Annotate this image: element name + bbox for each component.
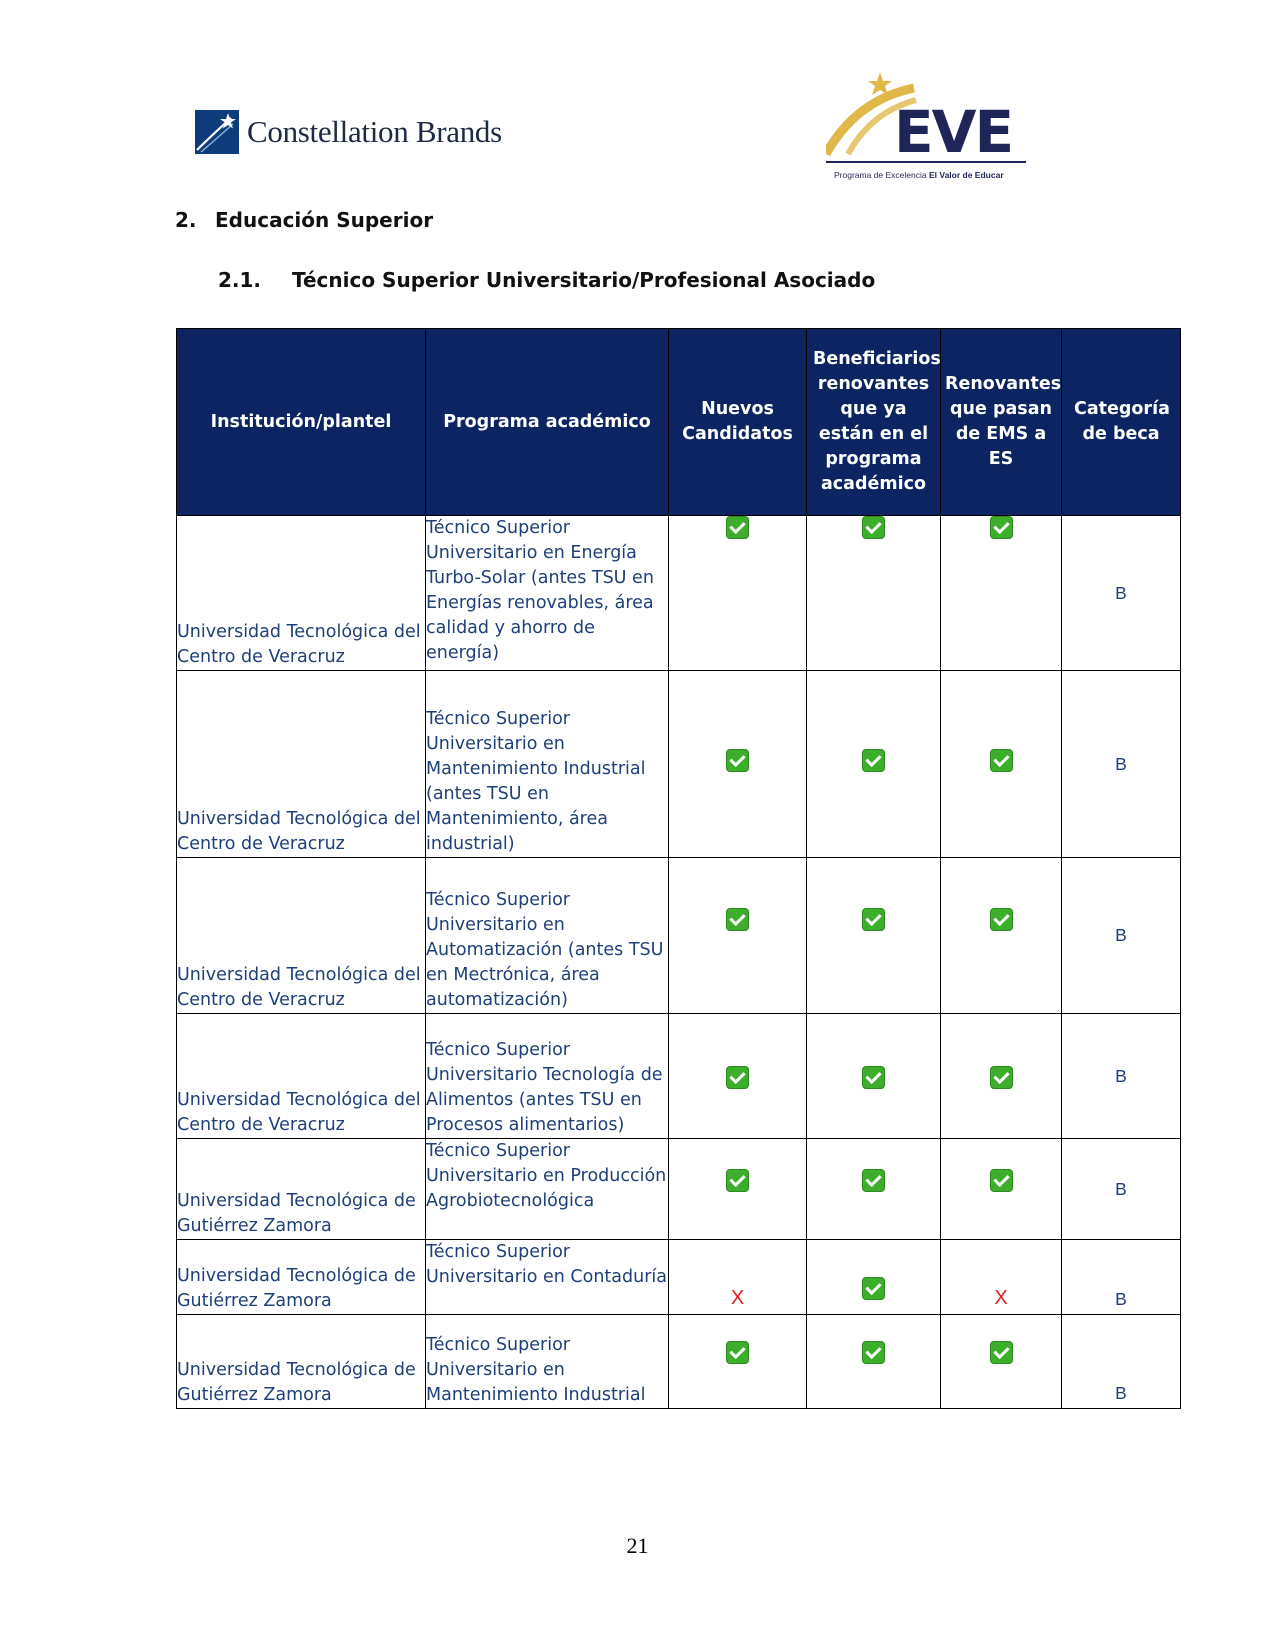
ems-es-cell xyxy=(941,1240,1062,1315)
ems-es-cell xyxy=(941,671,1062,858)
category-cell: B xyxy=(1062,516,1181,671)
program-cell: Técnico Superior Universitario en Contaduría xyxy=(426,1240,669,1315)
section-number: 2. xyxy=(175,208,197,232)
program-cell: Técnico Superior Universitario en Automatización (antes TSU en Mectrónica, área automatización) xyxy=(426,858,669,1014)
cross-icon: X xyxy=(730,1287,745,1309)
program-cell: Técnico Superior Universitario Tecnología de Alimentos (antes TSU en Procesos alimentarios) xyxy=(426,1014,669,1139)
eve-logo xyxy=(826,72,1026,184)
category-cell: B xyxy=(1062,1240,1181,1315)
renovantes-cell xyxy=(807,1240,941,1315)
program-cell: Técnico Superior Universitario en Mantenimiento Industrial xyxy=(426,1315,669,1409)
subsection-heading xyxy=(218,268,875,292)
company-name: Constellation Brands xyxy=(247,114,502,149)
check-icon xyxy=(990,749,1013,772)
check-icon xyxy=(862,1277,885,1300)
program-cell: Técnico Superior Universitario en Energía Turbo-Solar (antes TSU en Energías renovables, área calidad y ahorro de energía) xyxy=(426,516,669,671)
institution-cell: Universidad Tecnológica del Centro de Veracruz xyxy=(177,671,426,858)
nuevos-cell xyxy=(669,1139,807,1240)
table-row xyxy=(177,671,1181,858)
table-row xyxy=(177,516,1181,671)
nuevos-cell xyxy=(669,516,807,671)
nuevos-cell xyxy=(669,1315,807,1409)
ems-es-cell xyxy=(941,1139,1062,1240)
check-icon xyxy=(862,749,885,772)
star-icon xyxy=(195,110,239,154)
check-icon xyxy=(862,1066,885,1089)
subsection-number: 2.1. xyxy=(218,268,262,292)
institution-cell: Universidad Tecnológica de Gutiérrez Zamora xyxy=(177,1315,426,1409)
check-icon xyxy=(990,1341,1013,1364)
check-icon xyxy=(990,908,1013,931)
check-icon xyxy=(862,1169,885,1192)
table-row xyxy=(177,1240,1181,1315)
constellation-brands-logo xyxy=(195,110,502,154)
renovantes-cell xyxy=(807,1139,941,1240)
ems-es-cell xyxy=(941,1315,1062,1409)
program-cell: Técnico Superior Universitario en Producción Agrobiotecnológica xyxy=(426,1139,669,1240)
category-cell: B xyxy=(1062,1315,1181,1409)
check-icon xyxy=(726,1169,749,1192)
page-number: 21 xyxy=(626,1533,649,1558)
renovantes-cell xyxy=(807,1014,941,1139)
check-icon xyxy=(726,749,749,772)
check-icon xyxy=(990,516,1013,539)
section-title: Educación Superior xyxy=(215,208,434,232)
table-row xyxy=(177,1014,1181,1139)
nuevos-cell xyxy=(669,1014,807,1139)
nuevos-cell xyxy=(669,858,807,1014)
ems-es-cell xyxy=(941,858,1062,1014)
category-cell: B xyxy=(1062,671,1181,858)
institution-cell: Universidad Tecnológica de Gutiérrez Zamora xyxy=(177,1240,426,1315)
renovantes-cell xyxy=(807,516,941,671)
eve-emblem-icon xyxy=(826,72,1026,172)
nuevos-cell xyxy=(669,1240,807,1315)
check-icon xyxy=(726,908,749,931)
institution-cell: Universidad Tecnológica del Centro de Veracruz xyxy=(177,1014,426,1139)
renovantes-cell xyxy=(807,858,941,1014)
nuevos-cell xyxy=(669,671,807,858)
check-icon xyxy=(862,1341,885,1364)
institution-cell: Universidad Tecnológica de Gutiérrez Zamora xyxy=(177,1139,426,1240)
cross-icon: X xyxy=(994,1287,1008,1309)
table-row xyxy=(177,1139,1181,1240)
institution-cell: Universidad Tecnológica del Centro de Veracruz xyxy=(177,858,426,1014)
subsection-title: Técnico Superior Universitario/Profesional Asociado xyxy=(292,268,876,292)
check-icon xyxy=(726,516,749,539)
institution-cell: Universidad Tecnológica del Centro de Veracruz xyxy=(177,516,426,671)
header-categoria: Categoría de beca xyxy=(1062,329,1181,516)
check-icon xyxy=(990,1066,1013,1089)
scholarship-table xyxy=(176,328,1181,1409)
renovantes-cell xyxy=(807,671,941,858)
ems-es-cell xyxy=(941,516,1062,671)
table-header-row xyxy=(177,329,1181,516)
renovantes-cell xyxy=(807,1315,941,1409)
program-cell: Técnico Superior Universitario en Mantenimiento Industrial (antes TSU en Mantenimiento, área industrial) xyxy=(426,671,669,858)
header-programa: Programa académico xyxy=(426,329,669,516)
table-row xyxy=(177,1315,1181,1409)
check-icon xyxy=(726,1341,749,1364)
category-cell: B xyxy=(1062,1014,1181,1139)
header-ems-es: Renovantes que pasan de EMS a ES xyxy=(941,329,1062,516)
eve-tagline: Programa de Excelencia El Valor de Educar xyxy=(834,170,1004,180)
check-icon xyxy=(862,516,885,539)
header-nuevos: Nuevos Candidatos xyxy=(669,329,807,516)
table-row xyxy=(177,858,1181,1014)
header-institucion: Institución/plantel xyxy=(177,329,426,516)
check-icon xyxy=(862,908,885,931)
section-heading xyxy=(175,208,433,232)
header-renovantes: Beneficiarios renovantes que ya están en el programa académico xyxy=(807,329,941,516)
check-icon xyxy=(990,1169,1013,1192)
check-icon xyxy=(726,1066,749,1089)
category-cell: B xyxy=(1062,858,1181,1014)
eve-wordmark: EVE xyxy=(894,98,1013,166)
category-cell: B xyxy=(1062,1139,1181,1240)
ems-es-cell xyxy=(941,1014,1062,1139)
